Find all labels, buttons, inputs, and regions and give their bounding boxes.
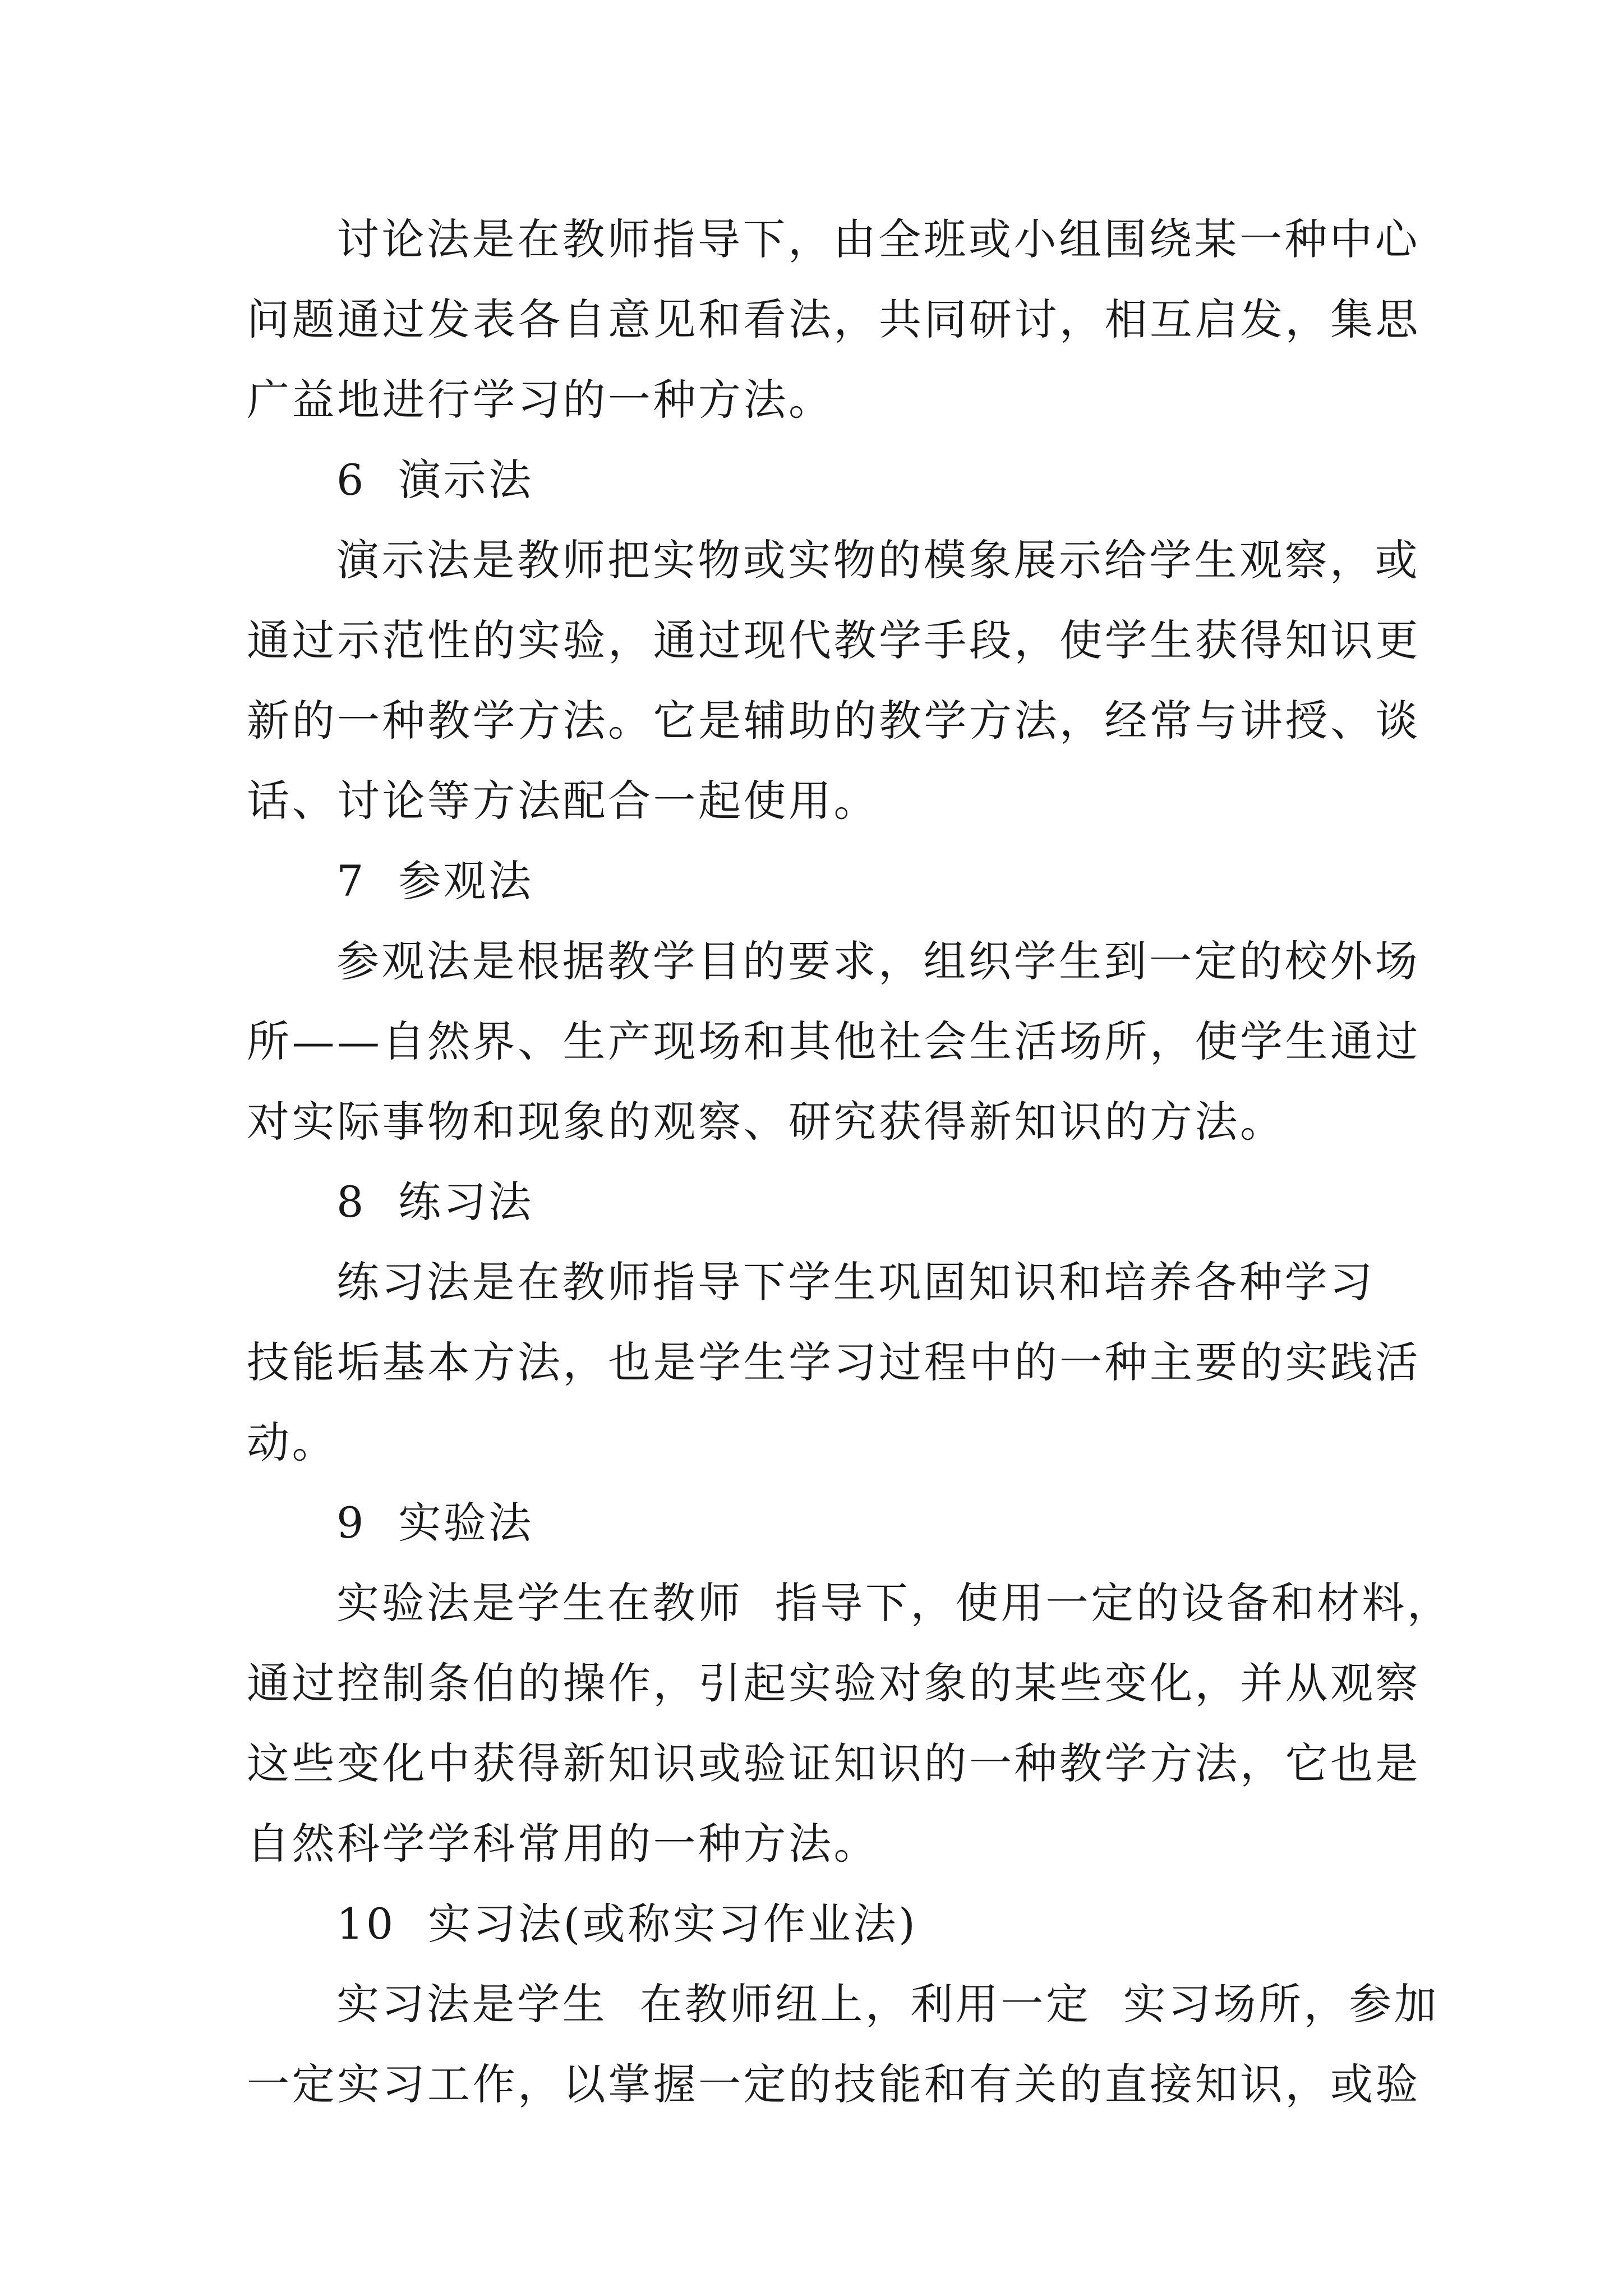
section-heading: 9 实验法	[336, 1498, 534, 1548]
text-line: 演示法是教师把实物或实物的模象展示给学生观察，或	[336, 535, 1420, 585]
text-line: 实验法是学生在教师 指导下，使用一定的设备和材料，	[336, 1578, 1453, 1628]
section-heading: 6 演示法	[336, 455, 534, 505]
text-line: 问题通过发表各自意见和看法，共同研讨，相互启发，集思	[247, 295, 1421, 344]
section-heading: 10 实习法(或称实习作业法)	[336, 1899, 918, 1949]
text-line: 所——自然界、生产现场和其他社会生活场所，使学生通过	[247, 1016, 1421, 1066]
text-line: 讨论法是在教师指导下，由全班或小组围绕某一种中心	[336, 214, 1420, 264]
text-line: 话、讨论等方法配合一起使用。	[247, 776, 879, 826]
text-line: 自然科学学科常用的一种方法。	[247, 1819, 879, 1869]
text-line: 新的一种教学方法。它是辅助的教学方法，经常与讲授、谈	[247, 696, 1421, 746]
section-heading: 7 参观法	[336, 856, 534, 906]
text-line: 这些变化中获得新知识或验证知识的一种教学方法，它也是	[247, 1738, 1421, 1788]
text-line: 通过示范性的实验，通过现代教学手段，使学生获得知识更	[247, 615, 1421, 665]
text-line: 参观法是根据教学目的要求，组织学生到一定的校外场	[336, 936, 1420, 986]
text-line: 一定实习工作，以掌握一定的技能和有关的直接知识，或验	[247, 2059, 1421, 2109]
text-line: 广益地进行学习的一种方法。	[247, 375, 834, 425]
text-line: 练习法是在教师指导下学生巩固知识和培养各种学习	[336, 1257, 1375, 1307]
text-line: 动。	[247, 1418, 337, 1467]
text-line: 实习法是学生 在教师纽上，利用一定 实习场所，参加	[336, 1979, 1440, 2029]
text-line: 技能垢基本方法，也是学生学习过程中的一种主要的实践活	[247, 1337, 1421, 1387]
section-heading: 8 练习法	[336, 1177, 534, 1227]
document-body	[247, 199, 1453, 2124]
text-line: 通过控制条伯的操作，引起实验对象的某些变化，并从观察	[247, 1658, 1421, 1708]
text-line: 对实际事物和现象的观察、研究获得新知识的方法。	[247, 1097, 1285, 1147]
